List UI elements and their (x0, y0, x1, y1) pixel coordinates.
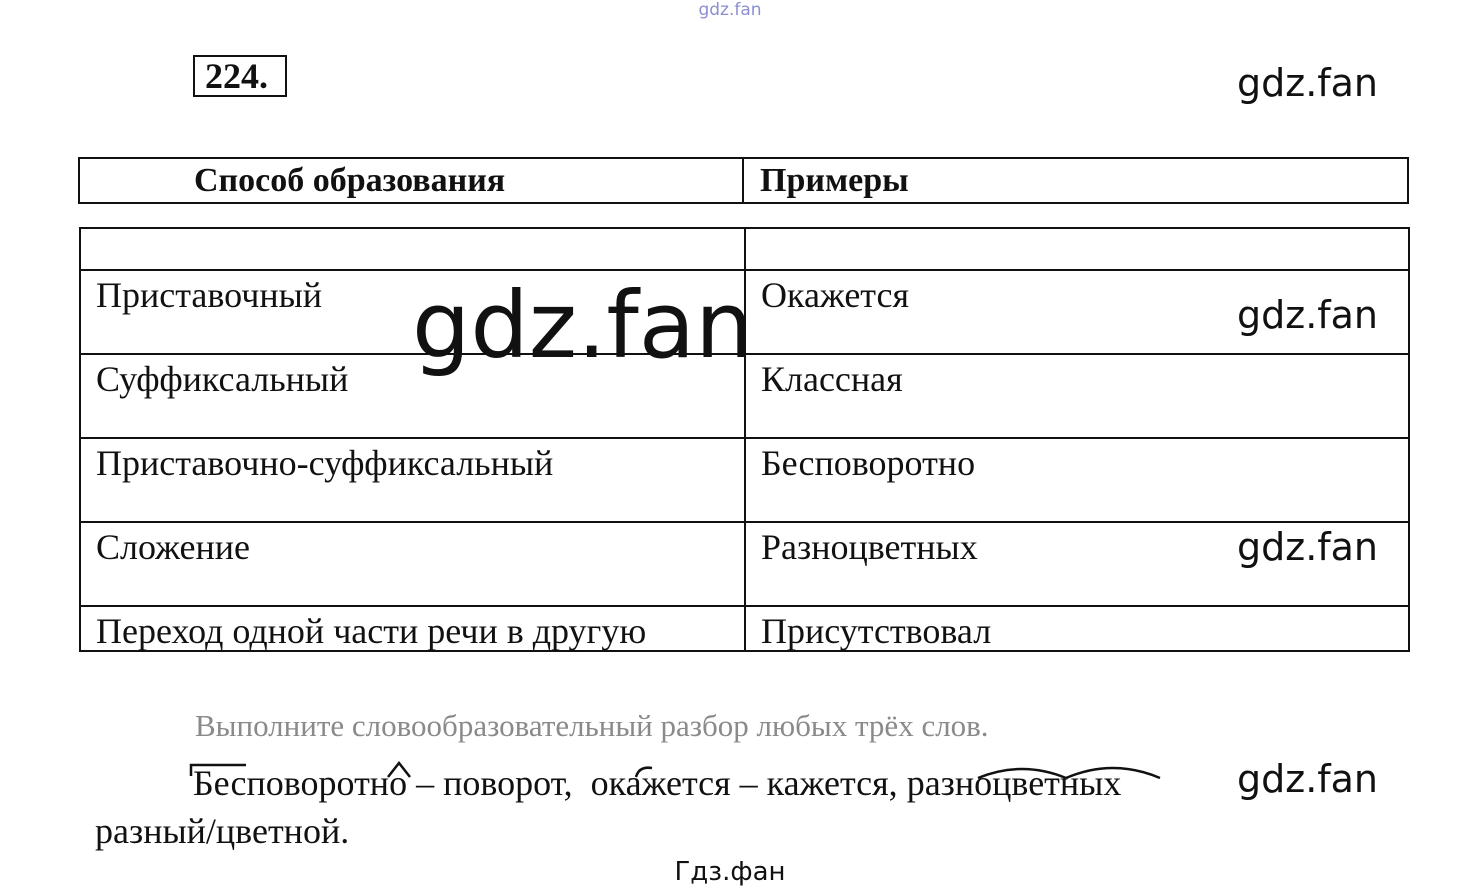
example-cell: Разноцветных (761, 527, 978, 567)
watermark: gdz.fan (1237, 61, 1379, 105)
footer-mark: Гдз.фан (674, 857, 786, 887)
method-cell: Суффиксальный (81, 355, 746, 437)
example-cell: Классная (761, 359, 903, 399)
answer-word-2: окажется (590, 763, 731, 803)
method-cell: Приставочно-суффиксальный (81, 439, 746, 521)
answer-word-1: Бесповоротно (193, 763, 408, 803)
watermark-large: gdz.fan (412, 272, 754, 379)
example-cell: Бесповоротно (761, 443, 976, 483)
root-mark (1066, 768, 1160, 778)
site-mark-top: gdz.fan (698, 0, 762, 20)
answer-sep-1: – поворот, (407, 763, 591, 803)
watermark: gdz.fan (1237, 293, 1379, 337)
method-cell: Приставочный (81, 271, 746, 353)
method-cell: Сложение (81, 523, 746, 605)
example-cell: Окажется (761, 275, 910, 315)
root-mark (978, 769, 1066, 778)
exercise-number: 224. (193, 55, 287, 97)
prefix-mark (636, 768, 652, 777)
watermark: gdz.fan (1237, 525, 1379, 569)
answer-word-3: разноцветных (906, 763, 1122, 803)
prefix-mark (191, 765, 246, 776)
task-text: Выполните словообразовательный разбор любых трёх слов. (195, 708, 989, 743)
suffix-mark (388, 763, 410, 777)
answer-line-2: разный/цветной. (95, 811, 350, 851)
example-cell: Присутствовал (761, 611, 992, 651)
header-method: Способ образования (80, 159, 744, 202)
header-examples: Примеры (760, 162, 909, 199)
method-cell: Переход одной части речи в другую (81, 607, 746, 650)
answer-sep-2: – кажется, (730, 763, 907, 803)
watermark: gdz.fan (1237, 757, 1379, 801)
